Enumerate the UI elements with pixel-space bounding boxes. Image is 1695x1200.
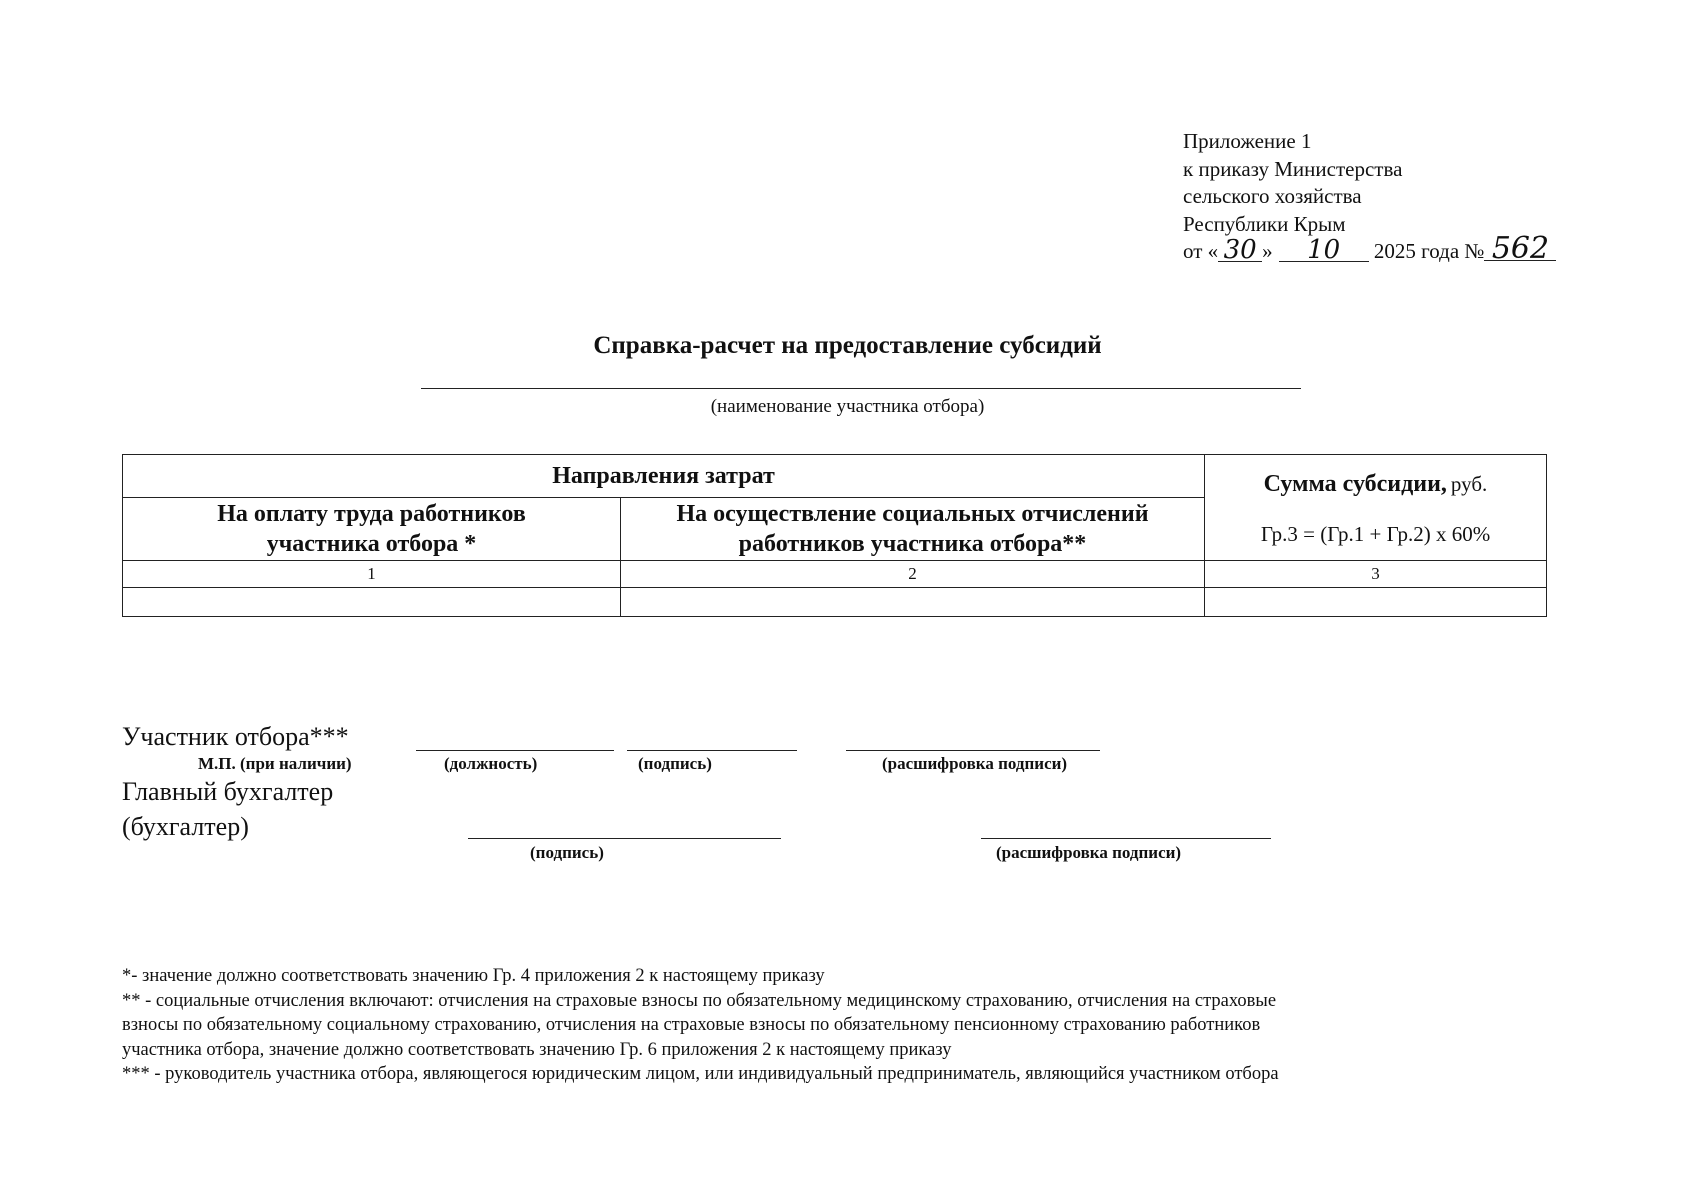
column-number-row (123, 561, 1547, 588)
footnotes (122, 964, 1582, 1087)
date-prefix: от « (1183, 239, 1219, 263)
col1-header: На оплату труда работников участника отбора * (123, 498, 621, 561)
handwritten-number: 562 (1484, 238, 1556, 261)
accountant-signature-caption: (подпись) (530, 843, 604, 862)
col-number-1: 1 (123, 561, 621, 588)
signature-line (627, 750, 797, 751)
date-mid: » (1262, 239, 1273, 263)
accountant-label-2: (бухгалтер) (122, 812, 249, 841)
appendix-line-4: Республики Крым (1183, 211, 1346, 236)
accountant-signature-line (468, 838, 781, 839)
col-number-2: 2 (621, 561, 1205, 588)
sum-formula: Гр.3 = (Гр.1 + Гр.2) х 60% (1260, 521, 1491, 546)
number-prefix: № (1464, 239, 1485, 263)
footnote-3: *** - руководитель участника отбора, являющегося юридическим лицом, или индивидуальный предприниматель, являющийся участником отбора (122, 1064, 1279, 1084)
col2-header: На осуществление социальных отчислений работников участника отбора** (621, 498, 1205, 561)
data-cell-3[interactable] (1205, 588, 1547, 617)
document-title: Справка-расчет на предоставление субсидий (593, 332, 1102, 359)
subsidy-table (122, 454, 1547, 617)
decoding-caption: (расшифровка подписи) (882, 754, 1068, 773)
footnote-2-line-1: ** - социальные отчисления включают: отчисления на страховые взносы по обязательному медицинскому страхованию, отчисления на страховые (122, 990, 1277, 1011)
date-year: 2025 года (1373, 239, 1460, 263)
accountant-decoding-caption: (расшифровка подписи) (996, 843, 1182, 862)
seal-caption: М.П. (при наличии) (198, 754, 352, 773)
footnote-1: *- значение должно соответствовать значению Гр. 4 приложения 2 к настоящему приказу (122, 966, 825, 986)
decoding-line (846, 750, 1100, 751)
table-row (123, 588, 1547, 617)
appendix-block (1183, 128, 1556, 266)
data-cell-2[interactable] (621, 588, 1205, 617)
position-caption: (должность) (444, 754, 538, 773)
sum-unit: руб. (1450, 471, 1488, 496)
appendix-date-line (1183, 231, 1556, 266)
appendix-line-1: Приложение 1 (1183, 129, 1312, 153)
sum-header: Сумма субсидии, (1263, 470, 1447, 497)
participant-name-line (421, 388, 1301, 389)
position-line (416, 750, 614, 751)
col-number-3: 3 (1205, 561, 1547, 588)
group-header-cell: Направления затрат (123, 455, 1205, 498)
handwritten-month: 10 (1279, 239, 1369, 262)
participant-name-caption: (наименование участника отбора) (710, 396, 985, 417)
accountant-label-1: Главный бухгалтер (122, 777, 334, 806)
appendix-line-2: к приказу Министерства (1183, 156, 1403, 181)
sum-header-cell (1205, 455, 1547, 561)
signature-caption: (подпись) (638, 754, 712, 773)
participant-label: Участник отбора*** (122, 722, 349, 751)
footnote-2-line-2: взносы по обязательному социальному страхованию, отчисления на страховые взносы по обязательному пенсионному страхованию работников (122, 1015, 1261, 1035)
table-header-row-1 (123, 455, 1547, 498)
data-cell-1[interactable] (123, 588, 621, 617)
appendix-line-3: сельского хозяйства (1183, 184, 1362, 208)
footnote-2-line-3: участника отбора, значение должно соответствовать значению Гр. 6 приложения 2 к настоящему приказу (122, 1039, 952, 1060)
handwritten-day: 30 (1218, 239, 1262, 262)
accountant-decoding-line (981, 838, 1271, 839)
